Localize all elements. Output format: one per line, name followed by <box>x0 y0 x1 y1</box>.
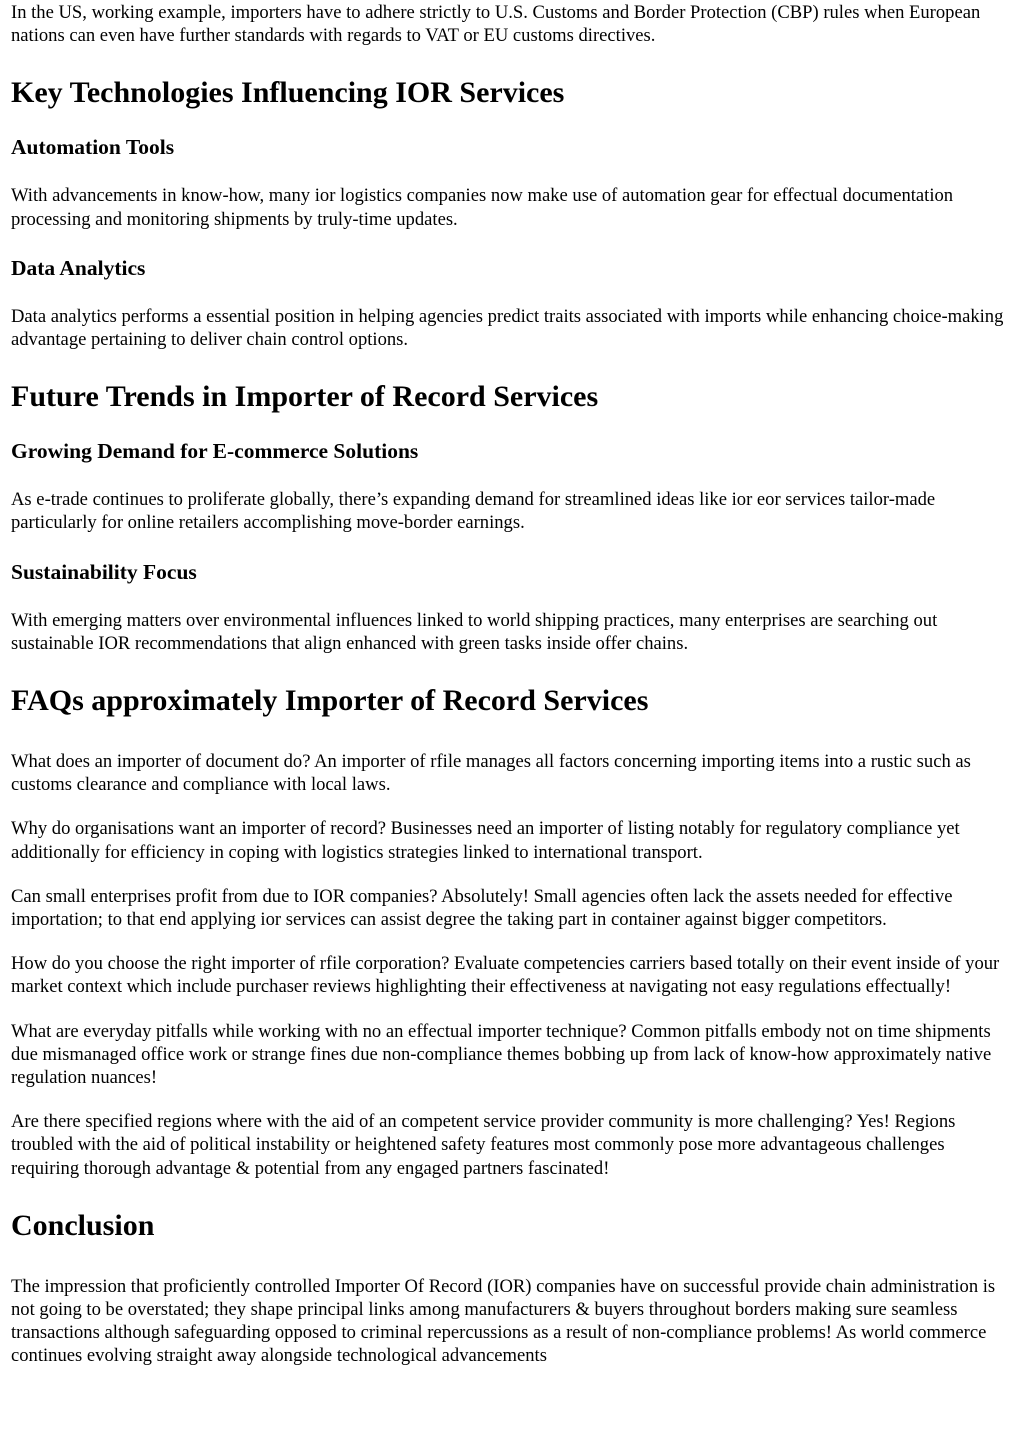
section-heading-conclusion: Conclusion <box>11 1208 155 1242</box>
faq-item: What are everyday pitfalls while working with no an effectual importer technique? Common pitfalls embody not on time shipments due mismanaged office work or strange fines due non-compliance themes bobbing up from lack of know-how approximately native regulation nuances! <box>11 1020 992 1089</box>
faq-item: Can small enterprises profit from due to IOR companies? Absolutely! Small agencies often lack the assets needed for effective importation; to that end applying ior services can assist degree the taking part in container against bigger competitors. <box>11 885 953 931</box>
article-body <box>0 1 1024 1368</box>
faq-item: Are there specified regions where with the aid of an competent service provider community is more challenging? Yes! Regions troubled with the aid of political instability or heightened safety features most commonly pose more advantageous challenges requiring thorough advantage & potential from any engaged partners fascinated! <box>11 1111 956 1179</box>
faq-item: Why do organisations want an importer of record? Businesses need an importer of listing notably for regulatory compliance yet additionally for efficiency in coping with logistics strategies linked to international transport. <box>11 818 960 863</box>
faq-item: How do you choose the right importer of rfile corporation? Evaluate competencies carriers based totally on their event inside of your market context which include purchaser reviews highlighting their effectiveness at navigating not easy regulations effectually! <box>11 953 1000 998</box>
paragraph-conclusion: The impression that proficiently controlled Importer Of Record (IOR) companies have on successful provide chain administration is not going to be overstated; they shape principal links among manufacturers & buyers throughout borders making sure seamless transactions although safeguarding opposed to criminal repercussions as a result of non-compliance problems! As world commerce continues evolving straight away alongside technological advancements <box>11 1275 996 1367</box>
paragraph-data-analytics: Data analytics performs a essential position in helping agencies predict traits associated with imports while enhancing choice-making advantage pertaining to deliver chain control options. <box>11 305 1004 351</box>
paragraph-automation-tools: With advancements in know-how, many ior logistics companies now make use of automation gear for effectual documentation processing and monitoring shipments by truly-time updates. <box>11 185 954 230</box>
subheading-data-analytics: Data Analytics <box>11 255 146 280</box>
intro-paragraph: In the US, working example, importers have to adhere strictly to U.S. Customs and Border Protection (CBP) rules when European nations can even have further standards with regards to VAT or EU customs directives. <box>11 2 981 47</box>
section-heading-key-technologies: Key Technologies Influencing IOR Services <box>11 76 565 110</box>
paragraph-ecommerce: As e-trade continues to proliferate globally, there’s expanding demand for streamlined ideas like ior eor services tailor-made particularly for online retailers accomplishing move-border earnings. <box>11 489 936 534</box>
section-heading-faqs: FAQs approximately Importer of Record Services <box>11 684 649 718</box>
subheading-ecommerce: Growing Demand for E-commerce Solutions <box>11 439 419 464</box>
paragraph-sustainability: With emerging matters over environmental influences linked to world shipping practices, many enterprises are searching out sustainable IOR recommendations that align enhanced with green tasks inside offer chains. <box>11 609 938 654</box>
section-heading-future-trends: Future Trends in Importer of Record Services <box>11 380 599 414</box>
faq-item: What does an importer of document do? An importer of rfile manages all factors concerning importing items into a rustic such as customs clearance and compliance with local laws. <box>11 751 971 796</box>
subheading-automation-tools: Automation Tools <box>11 135 175 160</box>
subheading-sustainability: Sustainability Focus <box>11 559 197 584</box>
